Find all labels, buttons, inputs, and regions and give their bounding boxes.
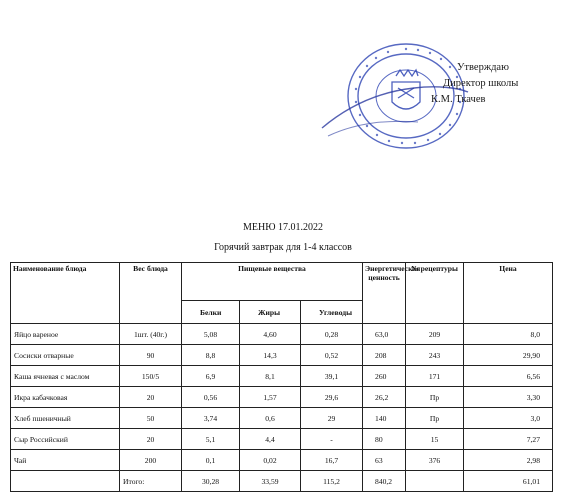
cell-empty (11, 471, 120, 492)
cell-weight: 90 (120, 345, 182, 366)
table-row (11, 450, 553, 471)
cell-weight: 1шт. (40г.) (120, 324, 182, 345)
cell-carbs: 0,28 (301, 324, 363, 345)
table-row (11, 387, 553, 408)
cell-name: Чай (11, 450, 120, 471)
approval-line: Утверждаю (457, 62, 509, 73)
cell-empty (406, 471, 464, 492)
cell-weight: 50 (120, 408, 182, 429)
cell-carbs: 29 (301, 408, 363, 429)
cell-weight: 200 (120, 450, 182, 471)
cell-protein: 6,9 (182, 366, 240, 387)
cell-name: Сосиски отварные (11, 345, 120, 366)
cell-name: Хлеб пшеничный (11, 408, 120, 429)
header-name: Наименование блюда (11, 263, 120, 324)
cell-energy: 26,2 (363, 387, 406, 408)
table-header-row (11, 263, 553, 301)
header-price: Цена (464, 263, 553, 324)
cell-carbs: 0,52 (301, 345, 363, 366)
cell-energy: 80 (363, 429, 406, 450)
total-energy: 840,2 (363, 471, 406, 492)
cell-fat: 8,1 (240, 366, 301, 387)
menu-subtitle: Горячий завтрак для 1-4 классов (214, 242, 352, 253)
total-protein: 30,28 (182, 471, 240, 492)
cell-recipe: 243 (406, 345, 464, 366)
cell-protein: 0,56 (182, 387, 240, 408)
cell-recipe: 209 (406, 324, 464, 345)
table-body (11, 324, 553, 492)
table-row (11, 366, 553, 387)
cell-fat: 14,3 (240, 345, 301, 366)
approval-position: Директор школы (443, 78, 519, 89)
menu-table (10, 262, 553, 492)
cell-protein: 8,8 (182, 345, 240, 366)
cell-energy: 208 (363, 345, 406, 366)
table-row (11, 324, 553, 345)
total-label: Итого: (120, 471, 182, 492)
cell-protein: 3,74 (182, 408, 240, 429)
cell-price: 29,90 (464, 345, 553, 366)
cell-fat: 4,4 (240, 429, 301, 450)
header-energy: Энергетическая ценность (363, 263, 406, 324)
cell-price: 2,98 (464, 450, 553, 471)
total-fat: 33,59 (240, 471, 301, 492)
header-recipe: № рецептуры (406, 263, 464, 324)
cell-recipe: 15 (406, 429, 464, 450)
cell-carbs: 39,1 (301, 366, 363, 387)
cell-energy: 140 (363, 408, 406, 429)
header-protein: Белки (182, 301, 240, 324)
cell-fat: 1,57 (240, 387, 301, 408)
total-row (11, 471, 553, 492)
cell-weight: 20 (120, 387, 182, 408)
cell-carbs: 16,7 (301, 450, 363, 471)
cell-name: Яйцо вареное (11, 324, 120, 345)
menu-title: МЕНЮ 17.01.2022 (243, 222, 323, 233)
cell-energy: 63 (363, 450, 406, 471)
cell-fat: 0,6 (240, 408, 301, 429)
header-carbs: Углеводы (301, 301, 363, 324)
cell-recipe: Пр (406, 387, 464, 408)
header-nutrients: Пищевые вещества (182, 263, 363, 301)
table-row (11, 408, 553, 429)
cell-name: Сыр Российский (11, 429, 120, 450)
table-row (11, 345, 553, 366)
cell-recipe: 171 (406, 366, 464, 387)
cell-fat: 0,02 (240, 450, 301, 471)
total-price: 61,01 (464, 471, 553, 492)
cell-fat: 4,60 (240, 324, 301, 345)
cell-name: Икра кабачковая (11, 387, 120, 408)
cell-recipe: 376 (406, 450, 464, 471)
header-weight: Вес блюда (120, 263, 182, 324)
cell-protein: 5,1 (182, 429, 240, 450)
cell-weight: 150/5 (120, 366, 182, 387)
cell-price: 8,0 (464, 324, 553, 345)
cell-carbs: - (301, 429, 363, 450)
cell-energy: 63,0 (363, 324, 406, 345)
cell-protein: 0,1 (182, 450, 240, 471)
total-carbs: 115,2 (301, 471, 363, 492)
cell-weight: 20 (120, 429, 182, 450)
cell-price: 6,56 (464, 366, 553, 387)
cell-carbs: 29,6 (301, 387, 363, 408)
cell-protein: 5,08 (182, 324, 240, 345)
cell-energy: 260 (363, 366, 406, 387)
cell-price: 3,0 (464, 408, 553, 429)
approval-block (431, 60, 519, 108)
cell-price: 3,30 (464, 387, 553, 408)
approval-name: К.М. Ткачев (431, 94, 486, 105)
cell-name: Каша ячневая с маслом (11, 366, 120, 387)
table-row (11, 429, 553, 450)
cell-price: 7,27 (464, 429, 553, 450)
cell-recipe: Пр (406, 408, 464, 429)
header-fat: Жиры (240, 301, 301, 324)
